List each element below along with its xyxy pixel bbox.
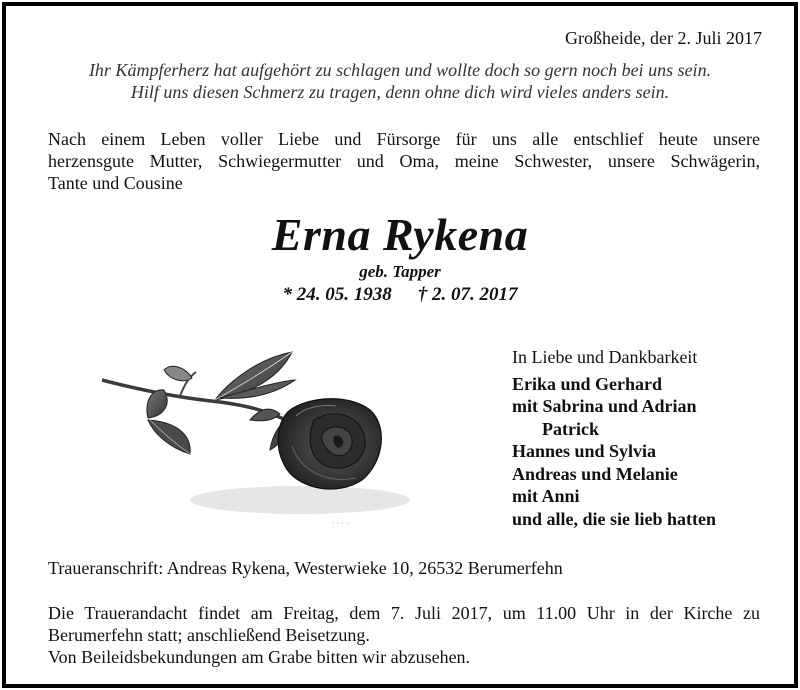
mourner-line: mit Anni xyxy=(512,486,580,506)
mourners-heading: In Liebe und Dankbarkeit xyxy=(512,347,698,367)
life-dates xyxy=(0,284,800,306)
intro-line-1: Nach einem Leben voller Liebe und Fürsorge für uns alle entschlief heute unsere xyxy=(48,129,760,149)
mourner-line: mit Sabrina und Adrian xyxy=(512,396,697,416)
notice-frame xyxy=(2,2,798,688)
mourner-line: Patrick xyxy=(542,418,599,439)
birth-date: * 24. 05. 1938 xyxy=(282,284,392,305)
service-line-1: Die Trauerandacht findet am Freitag, dem 7. Juli 2017, um 11.00 Uhr in der Kirche zu xyxy=(48,603,760,623)
intro-text xyxy=(48,128,760,194)
service-line-3: Von Beileidsbekundungen am Grabe bitten wir abzusehen. xyxy=(48,647,471,667)
verse-line-2: Hilf uns diesen Schmerz zu tragen, denn ohne dich wird vieles anders sein. xyxy=(130,82,670,102)
birth-name: geb. Tapper xyxy=(359,262,441,281)
mourning-address: Traueranschrift: Andreas Rykena, Westerwieke 10, 26532 Berumerfehn xyxy=(48,558,563,578)
death-date: † 2. 07. 2017 xyxy=(417,284,518,305)
intro-line-3: Tante und Cousine xyxy=(48,173,183,193)
rose-drawing-icon xyxy=(100,350,412,530)
mourner-line: Erika und Gerhard xyxy=(512,373,663,394)
place-date: Großheide, der 2. Juli 2017 xyxy=(565,28,762,48)
intro-line-2: herzensgute Mutter, Schwiegermutter und Oma, meine Schwester, unsere Schwägerin, xyxy=(48,151,760,171)
mourner-line: und alle, die sie lieb hatten xyxy=(512,508,717,529)
deceased-name: Erna Rykena xyxy=(271,209,529,260)
mourner-line: Hannes und Sylvia xyxy=(512,441,657,461)
svg-text:· · · ·: · · · · xyxy=(332,519,349,528)
mourner-line: Andreas und Melanie xyxy=(512,463,678,484)
mourners-block xyxy=(512,346,716,530)
service-info xyxy=(48,602,760,668)
service-line-2: Berumerfehn statt; anschließend Beisetzung. xyxy=(48,625,370,645)
verse-line-1: Ihr Kämpferherz hat aufgehört zu schlagen und wollte doch so gern noch bei uns sein. xyxy=(88,60,712,80)
